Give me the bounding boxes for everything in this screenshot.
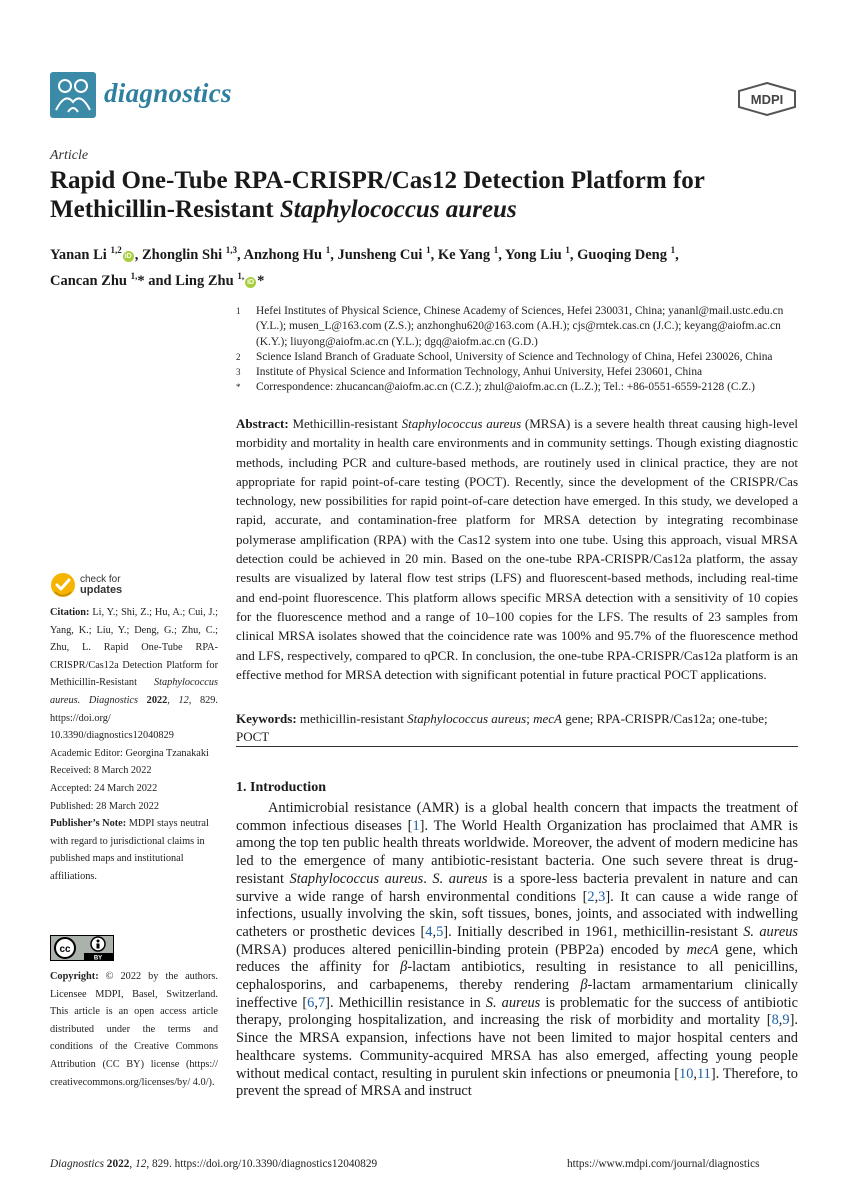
affiliation-item (236, 380, 806, 395)
abstract-text-cont: (MRSA) is a severe health threat causing high-level morbidity and mortality in health care environments and in community settings. Though existing diagnostic methods, including PCR and culture-based methods, are routinely used in clinical practice, they are not appropriate for rapid point-of-care testing (POCT). Recently, since the development of the CRISPR/Cas technology, new possibilities for rapid point-of-care detection have emerged. In this study, we developed a rapid, accurate, and contamination-free platform for MRSA detection by integrating recombinase polymerase amplification (RPA) with the Cas12 system into one tube. Using this approach, visual MRSA detection could be achieved in 20 min. Based on the one-tube RPA-CRISPR/Cas12a platform, the assay results are visualized by lateral flow test strips (LFS) and fluorescent-based methods, including real-time and end-point fluorescence. This platform allows specific MRSA detection with a sensitivity of 10 copies for the fluorescence method and a range of 10–100 copies for the LFS. The results of 23 samples from clinical MRSA isolates showed that the coincidence rate was 100% and 95.7% of the fluorescence method and LFS, respectively, compared to qPCR. In conclusion, the one-tube RPA-CRISPR/Cas12a platform is an effective method for MRSA detection with significant potential in future practical POCT applications. (236, 416, 798, 682)
keyword-text: methicillin-resistant (296, 711, 408, 726)
author-affiliation-marker: 1 (493, 245, 499, 255)
affiliation-number: * (236, 382, 241, 393)
author-name: Ke Yang (437, 246, 494, 263)
author-separator: , (569, 246, 578, 263)
citation-volume: 12 (178, 694, 189, 706)
author-name: Yanan Li (50, 246, 111, 263)
citation (50, 604, 218, 745)
author-separator: , (134, 246, 142, 263)
citation-text: Li, Y.; Shi, Z.; Hu, A.; Cui, J.; Yang, K.; Liu, Y.; Deng, G.; Zhu, C.; Zhu, L. Rapid One-Tube RPA-CRISPR/Cas12a Detection Platform for Methicillin-Resistant (50, 607, 218, 689)
author-affiliation-marker: 1,3 (225, 245, 238, 255)
mdpi-logo-text: MDPI (750, 92, 784, 107)
footer-year: 2022 (103, 1158, 130, 1170)
reference-link[interactable]: 8 (771, 1012, 779, 1029)
author-affiliation-marker: 1, (130, 270, 138, 281)
reference-link[interactable]: 4 (425, 923, 433, 940)
orcid-icon[interactable]: iD (124, 252, 132, 260)
sidebar (50, 604, 218, 886)
keywords (236, 710, 798, 746)
reference-link[interactable]: 9 (782, 1012, 790, 1029)
affiliation-text: Science Island Branch of Graduate School, University of Science and Technology of China, Hefei 230026, China (256, 350, 773, 363)
check-line-2: updates (80, 584, 123, 596)
italic-term: S. aureus (743, 923, 798, 940)
author-separator: * and (137, 272, 176, 289)
author-name: Zhonglin Shi (141, 246, 226, 263)
keywords-label: Keywords: (236, 711, 297, 726)
orcid-icon[interactable]: iD (247, 278, 255, 286)
publisher-note-label: Publisher’s Note: (50, 818, 127, 830)
keyword-gene: mecA (533, 711, 562, 726)
affiliation-text: Institute of Physical Science and Information Technology, Anhui University, Hefei 230601, China (256, 366, 703, 379)
author-name: Ling Zhu (175, 272, 238, 289)
affiliation-text: Correspondence: zhucancan@aiofm.ac.cn (C.Z.); zhul@aiofm.ac.cn (L.Z.); Tel.: +86-0551-6559-2128 (C.Z.) (256, 381, 755, 394)
author-separator: , (675, 246, 679, 263)
svg-text:cc: cc (59, 944, 71, 955)
reference-link[interactable]: 3 (598, 888, 606, 905)
reference-link[interactable]: 5 (436, 923, 444, 940)
academic-editor: Academic Editor: Georgina Tzanakaki (50, 747, 209, 759)
reference-link[interactable]: 6 (307, 994, 315, 1011)
footer-volume: 12 (135, 1158, 147, 1170)
author-name: Guoqing Deng (577, 246, 671, 263)
affiliation-number: 1 (236, 306, 241, 316)
title-line-1: Rapid One-Tube RPA-CRISPR/Cas12 Detection Platform for (50, 167, 705, 194)
check-line-1: check for (80, 574, 121, 585)
italic-term: S. aureus (432, 870, 488, 887)
check-for-updates-icon[interactable] (50, 572, 76, 598)
accepted-date: Accepted: 24 March 2022 (50, 782, 158, 794)
reference-link[interactable]: 11 (697, 1065, 711, 1082)
affiliation-text: Hefei Institutes of Physical Science, Chinese Academy of Sciences, Hefei 230031, China; yananl@mail.ustc.edu.cn (Y.L.); musen_L@163.com (Z.S.); anzhonghu620@163.com (A.H.); cjs@rntek.cas.cn (J.C.); keyang@aiofm.ac.cn (K.Y.); liuyong@aiofm.ac.cn (Y.L.); dgq@aiofm.ac.cn (G.D.) (256, 305, 784, 348)
publisher-note (50, 815, 218, 885)
author-affiliation-marker: 1 (426, 245, 431, 255)
cc-by-text: BY (93, 955, 103, 961)
article-title (50, 166, 810, 224)
abstract-label: Abstract: (236, 416, 289, 431)
reference-link[interactable]: 10 (679, 1065, 694, 1082)
section-heading: 1. Introduction (236, 780, 326, 795)
author-affiliation-marker: 1 (565, 245, 570, 255)
reference-link[interactable]: 2 (587, 888, 595, 905)
affiliation-item (236, 365, 806, 380)
italic-term: β (580, 977, 588, 994)
italic-term: S. aureus (485, 994, 541, 1011)
author-separator: * (257, 272, 265, 289)
journal-name: diagnostics (104, 78, 232, 108)
author-separator: , (237, 246, 244, 263)
italic-term: mecA (686, 941, 719, 958)
author-affiliation-marker: 1 (670, 245, 676, 255)
check-for-updates-button[interactable] (80, 575, 122, 596)
title-line-2: Methicillin-Resistant (50, 196, 280, 223)
copyright (50, 968, 218, 1091)
author-separator: , (498, 246, 505, 263)
citation-year: 2022 (138, 694, 168, 706)
keyword-species: Staphylococcus aureus (407, 711, 527, 726)
author-affiliation-marker: 1,2 (110, 245, 122, 255)
article-type: Article (50, 148, 89, 163)
citation-label: Citation: (50, 607, 90, 618)
author-name: Anzhong Hu (243, 246, 326, 263)
footer-sep: , (129, 1158, 136, 1170)
keyword-sep: ; (526, 711, 534, 726)
affiliation-item (236, 304, 806, 350)
divider (236, 746, 798, 747)
affiliation-number: 3 (236, 367, 241, 378)
published-date: Published: 28 March 2022 (50, 800, 159, 812)
author-name: Yong Liu (504, 246, 566, 263)
copyright-text: © 2022 by the authors. Licensee MDPI, Basel, Switzerland. This article is an open access article distributed under the terms and conditions of the Creative Commons Attribution (CC BY) license (https:// creativecommons.org/licenses/by/ 4.0/). (50, 971, 218, 1088)
reference-link[interactable]: 1 (412, 817, 420, 834)
publisher-note-text: MDPI stays neutral with regard to jurisdictional claims in published maps and institutional affiliations. (50, 818, 209, 882)
footer-citation (50, 1158, 377, 1170)
mdpi-logo[interactable] (736, 82, 798, 116)
reference-link[interactable]: 7 (317, 994, 326, 1011)
abstract-species: Staphylococcus aureus (401, 416, 522, 431)
abstract-text: Methicillin-resistant (288, 416, 402, 431)
italic-term: β (400, 959, 408, 976)
author-list (50, 240, 810, 292)
italic-term: Staphylococcus aureus (289, 870, 424, 887)
footer-journal: Diagnostics (50, 1158, 104, 1170)
affiliations (236, 304, 806, 396)
copyright-label: Copyright: (50, 971, 99, 982)
received-date: Received: 8 March 2022 (50, 765, 152, 777)
introduction-body: Antimicrobial resistance (AMR) is a global health concern that impacts the treatment of common infectious diseases [1]. The World Health Organization has proclaimed that AMR is among the top ten public health threats worldwide. Moreover, the advent of modern medicine has led to the emergence of many antibiotic-resistant bacteria. One such severe threat is drug-resistant Staphylococcus aureus. S. aureus is a spore-less bacteria prevalent in nature and can survive a wide range of harsh environmental conditions [2,3]. It can cause a wide range of infections, usually involving the skin, soft tissues, bones, joints, and associated with indwelling catheters or prosthetic devices [4,5]. Initially described in 1961, methicillin-resistant S. aureus (MRSA) produces altered penicillin-binding protein (PBP2a) encoded by mecA gene, which reduces the affinity for β-lactam antibiotics, resulting in resistance to all penicillins, cephalosporins, and carbapenems, thereby rendering β-lactam armamentarium clinically ineffective [6,7]. Methicillin resistance in S. aureus is problematic for the success of antibiotic therapy, prolonging hospitalization, and increasing the risk of morbidity and mortality [8,9]. Since the MRSA expansion, infections have not been limited to major hospital centers and healthcare systems. Community-acquired MRSA has also emerged, affecting young people without medical contact, resulting in purulent skin infections or pneumonia [10,11]. Therefore, to prevent the spread of MRSA and instruct (236, 800, 799, 1100)
footer-journal-url[interactable]: https://www.mdpi.com/journal/diagnostics (567, 1158, 760, 1170)
affiliation-number: 2 (236, 351, 241, 362)
author-affiliation-marker: 1 (325, 245, 331, 255)
title-species: Staphylococcus aureus (279, 196, 517, 223)
citation-journal: Staphylococcus aureus. Diagnostics (50, 677, 218, 706)
citation-sep: , (167, 694, 179, 706)
abstract (236, 414, 798, 684)
author-name: Junsheng Cui (337, 246, 427, 263)
author-affiliation-marker: 1, (237, 270, 245, 281)
author-separator: , (430, 246, 438, 263)
keyword-rest: gene; RPA-CRISPR/Cas12a; one-tube; POCT (236, 711, 768, 744)
affiliation-item (236, 350, 806, 365)
journal-logo-icon (50, 72, 96, 118)
cc-by-license-icon[interactable] (50, 935, 114, 961)
author-name: Cancan Zhu (50, 272, 131, 289)
footer-doi[interactable]: , 829. https://doi.org/10.3390/diagnostics12040829 (146, 1158, 378, 1170)
author-separator: , (330, 246, 338, 263)
citation-doi[interactable]: , 829. https://doi.org/ 10.3390/diagnostics12040829 (50, 694, 218, 742)
